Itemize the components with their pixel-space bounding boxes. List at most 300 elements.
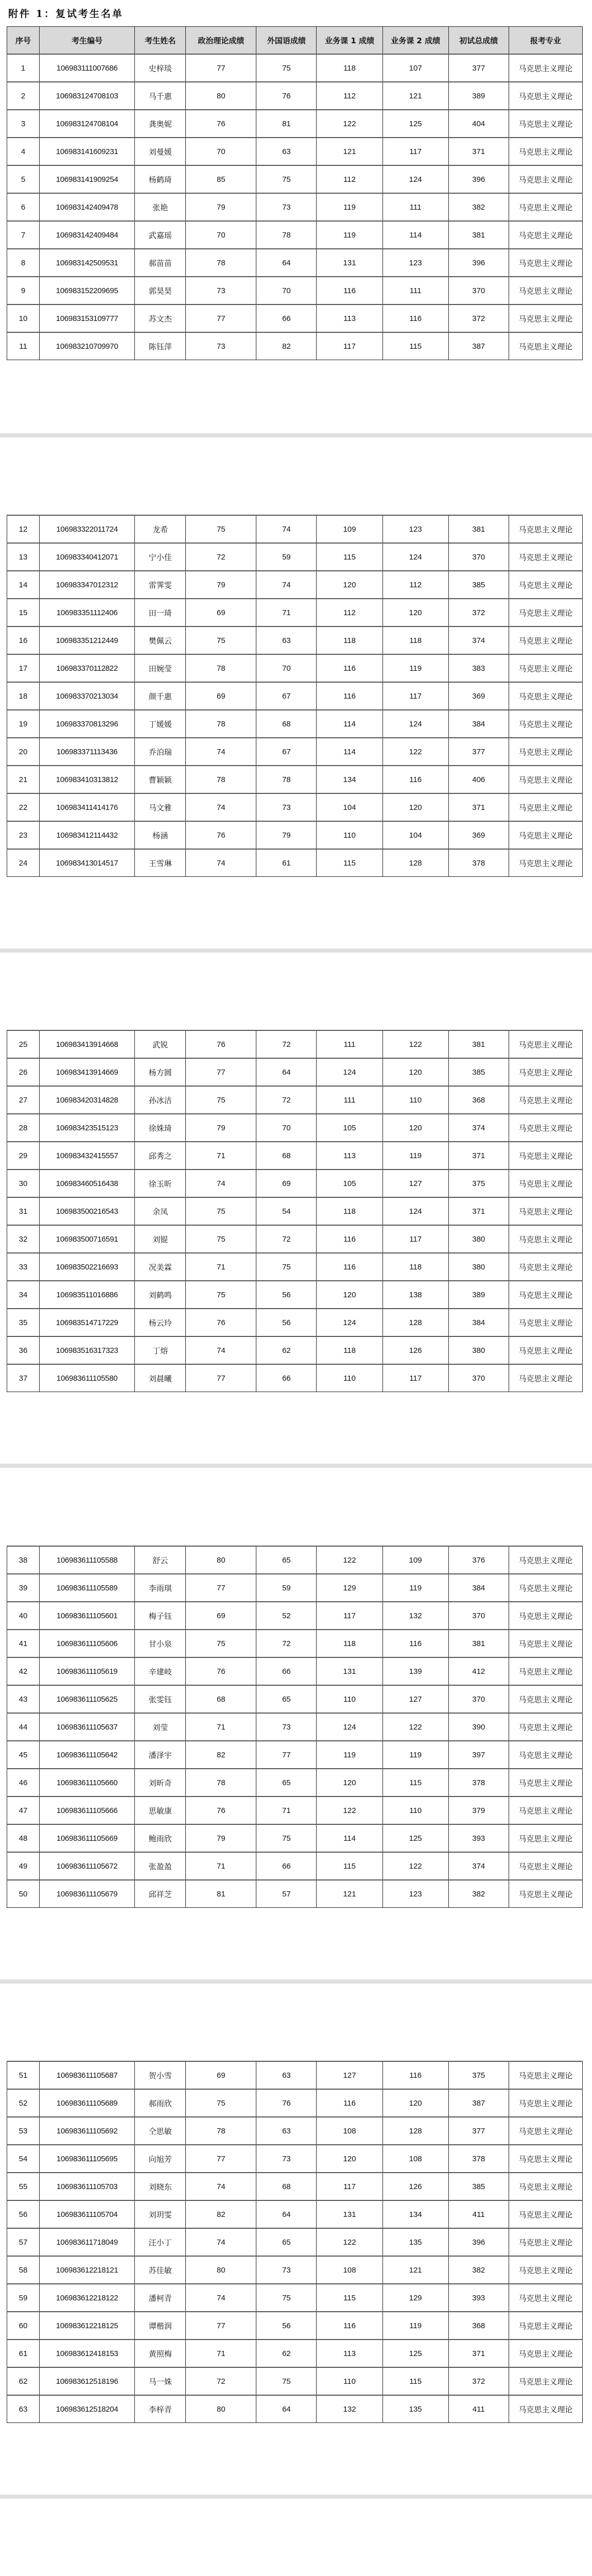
table-row bbox=[7, 2061, 583, 2089]
cell-major: 马克思主义理论 bbox=[509, 221, 582, 249]
cell-total-score: 382 bbox=[448, 2256, 509, 2284]
cell-major: 马克思主义理论 bbox=[509, 2117, 582, 2145]
cell-seq: 10 bbox=[7, 304, 40, 332]
table-row bbox=[7, 54, 583, 82]
cell-name: 贺小雪 bbox=[135, 2061, 186, 2089]
cell-name: 徐玉昕 bbox=[135, 1170, 186, 1197]
cell-candidate-id: 106983142409484 bbox=[40, 221, 135, 249]
cell-politics-score: 78 bbox=[186, 710, 256, 738]
cell-total-score: 378 bbox=[448, 1769, 509, 1797]
cell-total-score: 378 bbox=[448, 2145, 509, 2173]
cell-subject2-score: 117 bbox=[382, 138, 448, 165]
table-row bbox=[7, 1114, 583, 1142]
table-row bbox=[7, 654, 583, 682]
cell-total-score: 370 bbox=[448, 1685, 509, 1713]
cell-foreign-language-score: 75 bbox=[256, 54, 317, 82]
cell-politics-score: 70 bbox=[186, 138, 256, 165]
table-row bbox=[7, 2117, 583, 2145]
cell-seq: 49 bbox=[7, 1852, 40, 1880]
cell-name: 史梓琰 bbox=[135, 54, 186, 82]
cell-candidate-id: 106983411414176 bbox=[40, 793, 135, 821]
cell-politics-score: 77 bbox=[186, 54, 256, 82]
cell-total-score: 406 bbox=[448, 766, 509, 793]
cell-total-score: 387 bbox=[448, 332, 509, 360]
cell-major: 马克思主义理论 bbox=[509, 304, 582, 332]
cell-major: 马克思主义理论 bbox=[509, 2395, 582, 2423]
cell-foreign-language-score: 74 bbox=[256, 515, 317, 543]
cell-subject1-score: 115 bbox=[317, 849, 382, 877]
cell-subject2-score: 127 bbox=[382, 1170, 448, 1197]
cell-major: 马克思主义理论 bbox=[509, 1364, 582, 1392]
cell-politics-score: 74 bbox=[186, 793, 256, 821]
cell-subject2-score: 125 bbox=[382, 2340, 448, 2367]
cell-seq: 18 bbox=[7, 682, 40, 710]
cell-major: 马克思主义理论 bbox=[509, 2312, 582, 2340]
table-row bbox=[7, 2145, 583, 2173]
cell-politics-score: 69 bbox=[186, 682, 256, 710]
cell-total-score: 379 bbox=[448, 1797, 509, 1824]
cell-politics-score: 77 bbox=[186, 2312, 256, 2340]
cell-name: 辛建岐 bbox=[135, 1657, 186, 1685]
cell-total-score: 380 bbox=[448, 1253, 509, 1281]
cell-politics-score: 80 bbox=[186, 2256, 256, 2284]
cell-major: 马克思主义理论 bbox=[509, 1086, 582, 1114]
cell-name: 龚奥妮 bbox=[135, 110, 186, 138]
cell-major: 马克思主义理论 bbox=[509, 821, 582, 849]
cell-foreign-language-score: 63 bbox=[256, 138, 317, 165]
cell-total-score: 384 bbox=[448, 1309, 509, 1336]
cell-subject1-score: 114 bbox=[317, 710, 382, 738]
table-row bbox=[7, 738, 583, 766]
cell-subject1-score: 116 bbox=[317, 2312, 382, 2340]
cell-total-score: 371 bbox=[448, 2340, 509, 2367]
cell-name: 向旭芳 bbox=[135, 2145, 186, 2173]
cell-seq: 47 bbox=[7, 1797, 40, 1824]
candidate-table bbox=[7, 1546, 583, 1908]
cell-foreign-language-score: 59 bbox=[256, 1574, 317, 1602]
cell-seq: 46 bbox=[7, 1769, 40, 1797]
cell-politics-score: 75 bbox=[186, 1281, 256, 1309]
cell-candidate-id: 106983611105625 bbox=[40, 1685, 135, 1713]
cell-seq: 6 bbox=[7, 193, 40, 221]
cell-seq: 30 bbox=[7, 1170, 40, 1197]
cell-major: 马克思主义理论 bbox=[509, 1197, 582, 1225]
cell-candidate-id: 106983340412071 bbox=[40, 543, 135, 571]
table-row bbox=[7, 165, 583, 193]
table-row bbox=[7, 277, 583, 304]
cell-total-score: 384 bbox=[448, 710, 509, 738]
cell-name: 陈钰萍 bbox=[135, 332, 186, 360]
cell-name: 苏佳敏 bbox=[135, 2256, 186, 2284]
cell-candidate-id: 106983516317323 bbox=[40, 1336, 135, 1364]
cell-politics-score: 71 bbox=[186, 1713, 256, 1741]
cell-subject2-score: 119 bbox=[382, 654, 448, 682]
cell-foreign-language-score: 77 bbox=[256, 1741, 317, 1769]
cell-total-score: 377 bbox=[448, 54, 509, 82]
cell-major: 马克思主义理论 bbox=[509, 138, 582, 165]
cell-total-score: 382 bbox=[448, 1880, 509, 1908]
cell-subject2-score: 124 bbox=[382, 1197, 448, 1225]
cell-politics-score: 74 bbox=[186, 1336, 256, 1364]
cell-politics-score: 75 bbox=[186, 515, 256, 543]
cell-major: 马克思主义理论 bbox=[509, 1170, 582, 1197]
cell-total-score: 374 bbox=[448, 626, 509, 654]
cell-major: 马克思主义理论 bbox=[509, 2256, 582, 2284]
cell-candidate-id: 106983611105589 bbox=[40, 1574, 135, 1602]
page-separator bbox=[0, 2495, 592, 2499]
cell-candidate-id: 106983611105669 bbox=[40, 1824, 135, 1852]
cell-total-score: 378 bbox=[448, 849, 509, 877]
cell-foreign-language-score: 63 bbox=[256, 2061, 317, 2089]
cell-candidate-id: 106983413014517 bbox=[40, 849, 135, 877]
cell-politics-score: 75 bbox=[186, 1630, 256, 1657]
cell-candidate-id: 106983124708104 bbox=[40, 110, 135, 138]
table-row bbox=[7, 626, 583, 654]
cell-politics-score: 74 bbox=[186, 2228, 256, 2256]
cell-foreign-language-score: 68 bbox=[256, 1142, 317, 1170]
cell-name: 仝思敏 bbox=[135, 2117, 186, 2145]
cell-seq: 52 bbox=[7, 2089, 40, 2117]
cell-seq: 5 bbox=[7, 165, 40, 193]
cell-seq: 25 bbox=[7, 1030, 40, 1058]
table-row bbox=[7, 1797, 583, 1824]
cell-politics-score: 78 bbox=[186, 654, 256, 682]
cell-candidate-id: 106983612218122 bbox=[40, 2284, 135, 2312]
table-row bbox=[7, 1824, 583, 1852]
cell-politics-score: 79 bbox=[186, 1824, 256, 1852]
table-row bbox=[7, 221, 583, 249]
cell-subject2-score: 114 bbox=[382, 221, 448, 249]
cell-subject2-score: 122 bbox=[382, 738, 448, 766]
cell-foreign-language-score: 72 bbox=[256, 1030, 317, 1058]
cell-subject2-score: 119 bbox=[382, 2312, 448, 2340]
cell-major: 马克思主义理论 bbox=[509, 654, 582, 682]
cell-name: 徐姝琦 bbox=[135, 1114, 186, 1142]
cell-foreign-language-score: 70 bbox=[256, 277, 317, 304]
cell-politics-score: 80 bbox=[186, 82, 256, 110]
cell-politics-score: 76 bbox=[186, 1657, 256, 1685]
cell-candidate-id: 106983611105703 bbox=[40, 2173, 135, 2200]
cell-name: 李雨琪 bbox=[135, 1574, 186, 1602]
cell-major: 马克思主义理论 bbox=[509, 82, 582, 110]
cell-name: 雷霁雯 bbox=[135, 571, 186, 599]
cell-total-score: 411 bbox=[448, 2200, 509, 2228]
cell-politics-score: 77 bbox=[186, 304, 256, 332]
cell-major: 马克思主义理论 bbox=[509, 2089, 582, 2117]
cell-major: 马克思主义理论 bbox=[509, 710, 582, 738]
cell-subject1-score: 110 bbox=[317, 2367, 382, 2395]
cell-total-score: 368 bbox=[448, 1086, 509, 1114]
cell-subject1-score: 105 bbox=[317, 1114, 382, 1142]
cell-politics-score: 75 bbox=[186, 1225, 256, 1253]
cell-subject1-score: 114 bbox=[317, 738, 382, 766]
cell-total-score: 375 bbox=[448, 2061, 509, 2089]
cell-candidate-id: 106983511016886 bbox=[40, 1281, 135, 1309]
cell-major: 马克思主义理论 bbox=[509, 2173, 582, 2200]
cell-subject2-score: 110 bbox=[382, 1086, 448, 1114]
cell-candidate-id: 106983611105679 bbox=[40, 1880, 135, 1908]
cell-name: 刘昕奇 bbox=[135, 1769, 186, 1797]
cell-major: 马克思主义理论 bbox=[509, 277, 582, 304]
cell-subject1-score: 113 bbox=[317, 2340, 382, 2367]
cell-seq: 8 bbox=[7, 249, 40, 277]
cell-candidate-id: 106983152209695 bbox=[40, 277, 135, 304]
cell-foreign-language-score: 65 bbox=[256, 1546, 317, 1574]
cell-candidate-id: 106983611105704 bbox=[40, 2200, 135, 2228]
cell-politics-score: 76 bbox=[186, 821, 256, 849]
document-title: 附件 1：复试考生名单 bbox=[8, 8, 124, 20]
cell-name: 邱秀之 bbox=[135, 1142, 186, 1170]
column-header-foreign-language-score: 外国语成绩 bbox=[256, 27, 317, 55]
cell-foreign-language-score: 75 bbox=[256, 165, 317, 193]
cell-seq: 23 bbox=[7, 821, 40, 849]
cell-foreign-language-score: 82 bbox=[256, 332, 317, 360]
cell-candidate-id: 106983371113436 bbox=[40, 738, 135, 766]
cell-candidate-id: 106983611105687 bbox=[40, 2061, 135, 2089]
cell-foreign-language-score: 72 bbox=[256, 1225, 317, 1253]
cell-foreign-language-score: 56 bbox=[256, 1309, 317, 1336]
cell-subject2-score: 123 bbox=[382, 249, 448, 277]
table-row bbox=[7, 1170, 583, 1197]
table-row bbox=[7, 2312, 583, 2340]
cell-subject2-score: 126 bbox=[382, 1336, 448, 1364]
cell-name: 潘柯青 bbox=[135, 2284, 186, 2312]
cell-politics-score: 72 bbox=[186, 543, 256, 571]
cell-total-score: 372 bbox=[448, 599, 509, 626]
cell-subject1-score: 105 bbox=[317, 1170, 382, 1197]
cell-major: 马克思主义理论 bbox=[509, 626, 582, 654]
cell-subject1-score: 113 bbox=[317, 304, 382, 332]
cell-name: 刘曼媛 bbox=[135, 138, 186, 165]
cell-subject2-score: 138 bbox=[382, 1281, 448, 1309]
cell-politics-score: 78 bbox=[186, 2117, 256, 2145]
cell-total-score: 371 bbox=[448, 793, 509, 821]
table-row bbox=[7, 710, 583, 738]
cell-subject2-score: 120 bbox=[382, 1058, 448, 1086]
table-row bbox=[7, 304, 583, 332]
cell-subject1-score: 116 bbox=[317, 2089, 382, 2117]
cell-subject1-score: 124 bbox=[317, 1309, 382, 1336]
cell-major: 马克思主义理论 bbox=[509, 543, 582, 571]
cell-name: 丁媛媛 bbox=[135, 710, 186, 738]
cell-major: 马克思主义理论 bbox=[509, 1880, 582, 1908]
cell-foreign-language-score: 79 bbox=[256, 821, 317, 849]
cell-name: 刘晨曦 bbox=[135, 1364, 186, 1392]
cell-total-score: 372 bbox=[448, 2367, 509, 2395]
cell-seq: 11 bbox=[7, 332, 40, 360]
cell-name: 马千惠 bbox=[135, 82, 186, 110]
cell-subject1-score: 120 bbox=[317, 1281, 382, 1309]
cell-major: 马克思主义理论 bbox=[509, 2367, 582, 2395]
cell-foreign-language-score: 68 bbox=[256, 710, 317, 738]
cell-politics-score: 71 bbox=[186, 1142, 256, 1170]
column-header-candidate-id: 考生编号 bbox=[40, 27, 135, 55]
cell-major: 马克思主义理论 bbox=[509, 2061, 582, 2089]
cell-total-score: 390 bbox=[448, 1713, 509, 1741]
cell-subject2-score: 122 bbox=[382, 1852, 448, 1880]
cell-subject2-score: 125 bbox=[382, 110, 448, 138]
cell-politics-score: 78 bbox=[186, 249, 256, 277]
cell-candidate-id: 106983611105666 bbox=[40, 1797, 135, 1824]
cell-major: 马克思主义理论 bbox=[509, 1852, 582, 1880]
cell-politics-score: 78 bbox=[186, 1769, 256, 1797]
cell-name: 汪小丁 bbox=[135, 2228, 186, 2256]
cell-total-score: 380 bbox=[448, 1225, 509, 1253]
cell-subject1-score: 120 bbox=[317, 1769, 382, 1797]
cell-foreign-language-score: 64 bbox=[256, 2395, 317, 2423]
cell-seq: 43 bbox=[7, 1685, 40, 1713]
cell-politics-score: 76 bbox=[186, 1030, 256, 1058]
cell-major: 马克思主义理论 bbox=[509, 249, 582, 277]
cell-subject2-score: 119 bbox=[382, 1142, 448, 1170]
cell-politics-score: 78 bbox=[186, 766, 256, 793]
cell-subject1-score: 117 bbox=[317, 1602, 382, 1630]
cell-foreign-language-score: 67 bbox=[256, 682, 317, 710]
cell-candidate-id: 106983351212449 bbox=[40, 626, 135, 654]
column-header-major: 报考专业 bbox=[509, 27, 582, 55]
cell-foreign-language-score: 66 bbox=[256, 1657, 317, 1685]
table-row bbox=[7, 193, 583, 221]
cell-major: 马克思主义理论 bbox=[509, 1769, 582, 1797]
cell-name: 余凤 bbox=[135, 1197, 186, 1225]
cell-candidate-id: 106983500216543 bbox=[40, 1197, 135, 1225]
cell-subject1-score: 108 bbox=[317, 2256, 382, 2284]
cell-subject1-score: 109 bbox=[317, 515, 382, 543]
cell-major: 马克思主义理论 bbox=[509, 1574, 582, 1602]
cell-subject2-score: 121 bbox=[382, 2256, 448, 2284]
cell-seq: 28 bbox=[7, 1114, 40, 1142]
cell-name: 武嘉瑶 bbox=[135, 221, 186, 249]
table-row bbox=[7, 1336, 583, 1364]
cell-total-score: 389 bbox=[448, 1281, 509, 1309]
table-row bbox=[7, 1309, 583, 1336]
page-separator bbox=[0, 1464, 592, 1468]
table-row bbox=[7, 2256, 583, 2284]
cell-name: 刘晓东 bbox=[135, 2173, 186, 2200]
cell-major: 马克思主义理论 bbox=[509, 793, 582, 821]
cell-subject1-score: 113 bbox=[317, 1142, 382, 1170]
cell-candidate-id: 106983611105619 bbox=[40, 1657, 135, 1685]
cell-subject1-score: 120 bbox=[317, 2145, 382, 2173]
cell-politics-score: 79 bbox=[186, 193, 256, 221]
table-row bbox=[7, 138, 583, 165]
cell-seq: 13 bbox=[7, 543, 40, 571]
cell-subject1-score: 122 bbox=[317, 110, 382, 138]
table-row bbox=[7, 1225, 583, 1253]
cell-total-score: 372 bbox=[448, 304, 509, 332]
cell-name: 龙希 bbox=[135, 515, 186, 543]
cell-subject1-score: 104 bbox=[317, 793, 382, 821]
cell-candidate-id: 106983611105672 bbox=[40, 1852, 135, 1880]
cell-total-score: 374 bbox=[448, 1114, 509, 1142]
cell-name: 舒云 bbox=[135, 1546, 186, 1574]
table-row bbox=[7, 2200, 583, 2228]
cell-total-score: 384 bbox=[448, 1574, 509, 1602]
cell-candidate-id: 106983141909254 bbox=[40, 165, 135, 193]
cell-subject1-score: 122 bbox=[317, 1546, 382, 1574]
cell-foreign-language-score: 75 bbox=[256, 1824, 317, 1852]
cell-total-score: 370 bbox=[448, 1364, 509, 1392]
cell-major: 马克思主义理论 bbox=[509, 1713, 582, 1741]
cell-politics-score: 72 bbox=[186, 2367, 256, 2395]
cell-subject2-score: 112 bbox=[382, 571, 448, 599]
cell-name: 潘泽宇 bbox=[135, 1741, 186, 1769]
cell-seq: 63 bbox=[7, 2395, 40, 2423]
cell-major: 马克思主义理论 bbox=[509, 1309, 582, 1336]
table-row bbox=[7, 1685, 583, 1713]
table-row bbox=[7, 821, 583, 849]
cell-subject1-score: 115 bbox=[317, 1852, 382, 1880]
cell-total-score: 377 bbox=[448, 2117, 509, 2145]
cell-subject2-score: 128 bbox=[382, 1309, 448, 1336]
cell-politics-score: 79 bbox=[186, 1114, 256, 1142]
cell-seq: 60 bbox=[7, 2312, 40, 2340]
cell-candidate-id: 106983612418153 bbox=[40, 2340, 135, 2367]
cell-subject1-score: 111 bbox=[317, 1086, 382, 1114]
table-row bbox=[7, 682, 583, 710]
cell-subject2-score: 125 bbox=[382, 1824, 448, 1852]
table-row bbox=[7, 1630, 583, 1657]
cell-candidate-id: 106983502216693 bbox=[40, 1253, 135, 1281]
cell-major: 马克思主义理论 bbox=[509, 2145, 582, 2173]
table-row bbox=[7, 1364, 583, 1392]
cell-candidate-id: 106983412114432 bbox=[40, 821, 135, 849]
cell-subject1-score: 121 bbox=[317, 1880, 382, 1908]
cell-seq: 39 bbox=[7, 1574, 40, 1602]
cell-seq: 34 bbox=[7, 1281, 40, 1309]
cell-foreign-language-score: 71 bbox=[256, 1797, 317, 1824]
cell-subject1-score: 110 bbox=[317, 1364, 382, 1392]
cell-politics-score: 74 bbox=[186, 1170, 256, 1197]
cell-subject1-score: 116 bbox=[317, 1225, 382, 1253]
cell-foreign-language-score: 69 bbox=[256, 1170, 317, 1197]
cell-candidate-id: 106983612518204 bbox=[40, 2395, 135, 2423]
cell-subject2-score: 110 bbox=[382, 1797, 448, 1824]
cell-subject1-score: 121 bbox=[317, 138, 382, 165]
column-header-politics-score: 政治理论成绩 bbox=[186, 27, 256, 55]
cell-subject1-score: 119 bbox=[317, 1741, 382, 1769]
candidate-table bbox=[7, 26, 583, 360]
cell-seq: 9 bbox=[7, 277, 40, 304]
cell-seq: 21 bbox=[7, 766, 40, 793]
cell-major: 马克思主义理论 bbox=[509, 332, 582, 360]
cell-total-score: 371 bbox=[448, 138, 509, 165]
cell-foreign-language-score: 61 bbox=[256, 849, 317, 877]
cell-subject2-score: 124 bbox=[382, 543, 448, 571]
cell-politics-score: 81 bbox=[186, 1880, 256, 1908]
cell-foreign-language-score: 74 bbox=[256, 571, 317, 599]
cell-foreign-language-score: 56 bbox=[256, 2312, 317, 2340]
cell-total-score: 369 bbox=[448, 821, 509, 849]
cell-seq: 62 bbox=[7, 2367, 40, 2395]
cell-candidate-id: 106983142509531 bbox=[40, 249, 135, 277]
table-row bbox=[7, 1713, 583, 1741]
cell-foreign-language-score: 72 bbox=[256, 1086, 317, 1114]
cell-candidate-id: 106983423515123 bbox=[40, 1114, 135, 1142]
cell-politics-score: 73 bbox=[186, 277, 256, 304]
cell-major: 马克思主义理论 bbox=[509, 1602, 582, 1630]
table-row bbox=[7, 2284, 583, 2312]
column-header-subject2-score: 业务课 2 成绩 bbox=[382, 27, 448, 55]
cell-foreign-language-score: 73 bbox=[256, 2145, 317, 2173]
cell-total-score: 412 bbox=[448, 1657, 509, 1685]
cell-total-score: 396 bbox=[448, 2228, 509, 2256]
cell-name: 郝雨欣 bbox=[135, 2089, 186, 2117]
cell-subject1-score: 131 bbox=[317, 249, 382, 277]
cell-foreign-language-score: 54 bbox=[256, 1197, 317, 1225]
cell-major: 马克思主义理论 bbox=[509, 54, 582, 82]
cell-subject1-score: 118 bbox=[317, 1630, 382, 1657]
